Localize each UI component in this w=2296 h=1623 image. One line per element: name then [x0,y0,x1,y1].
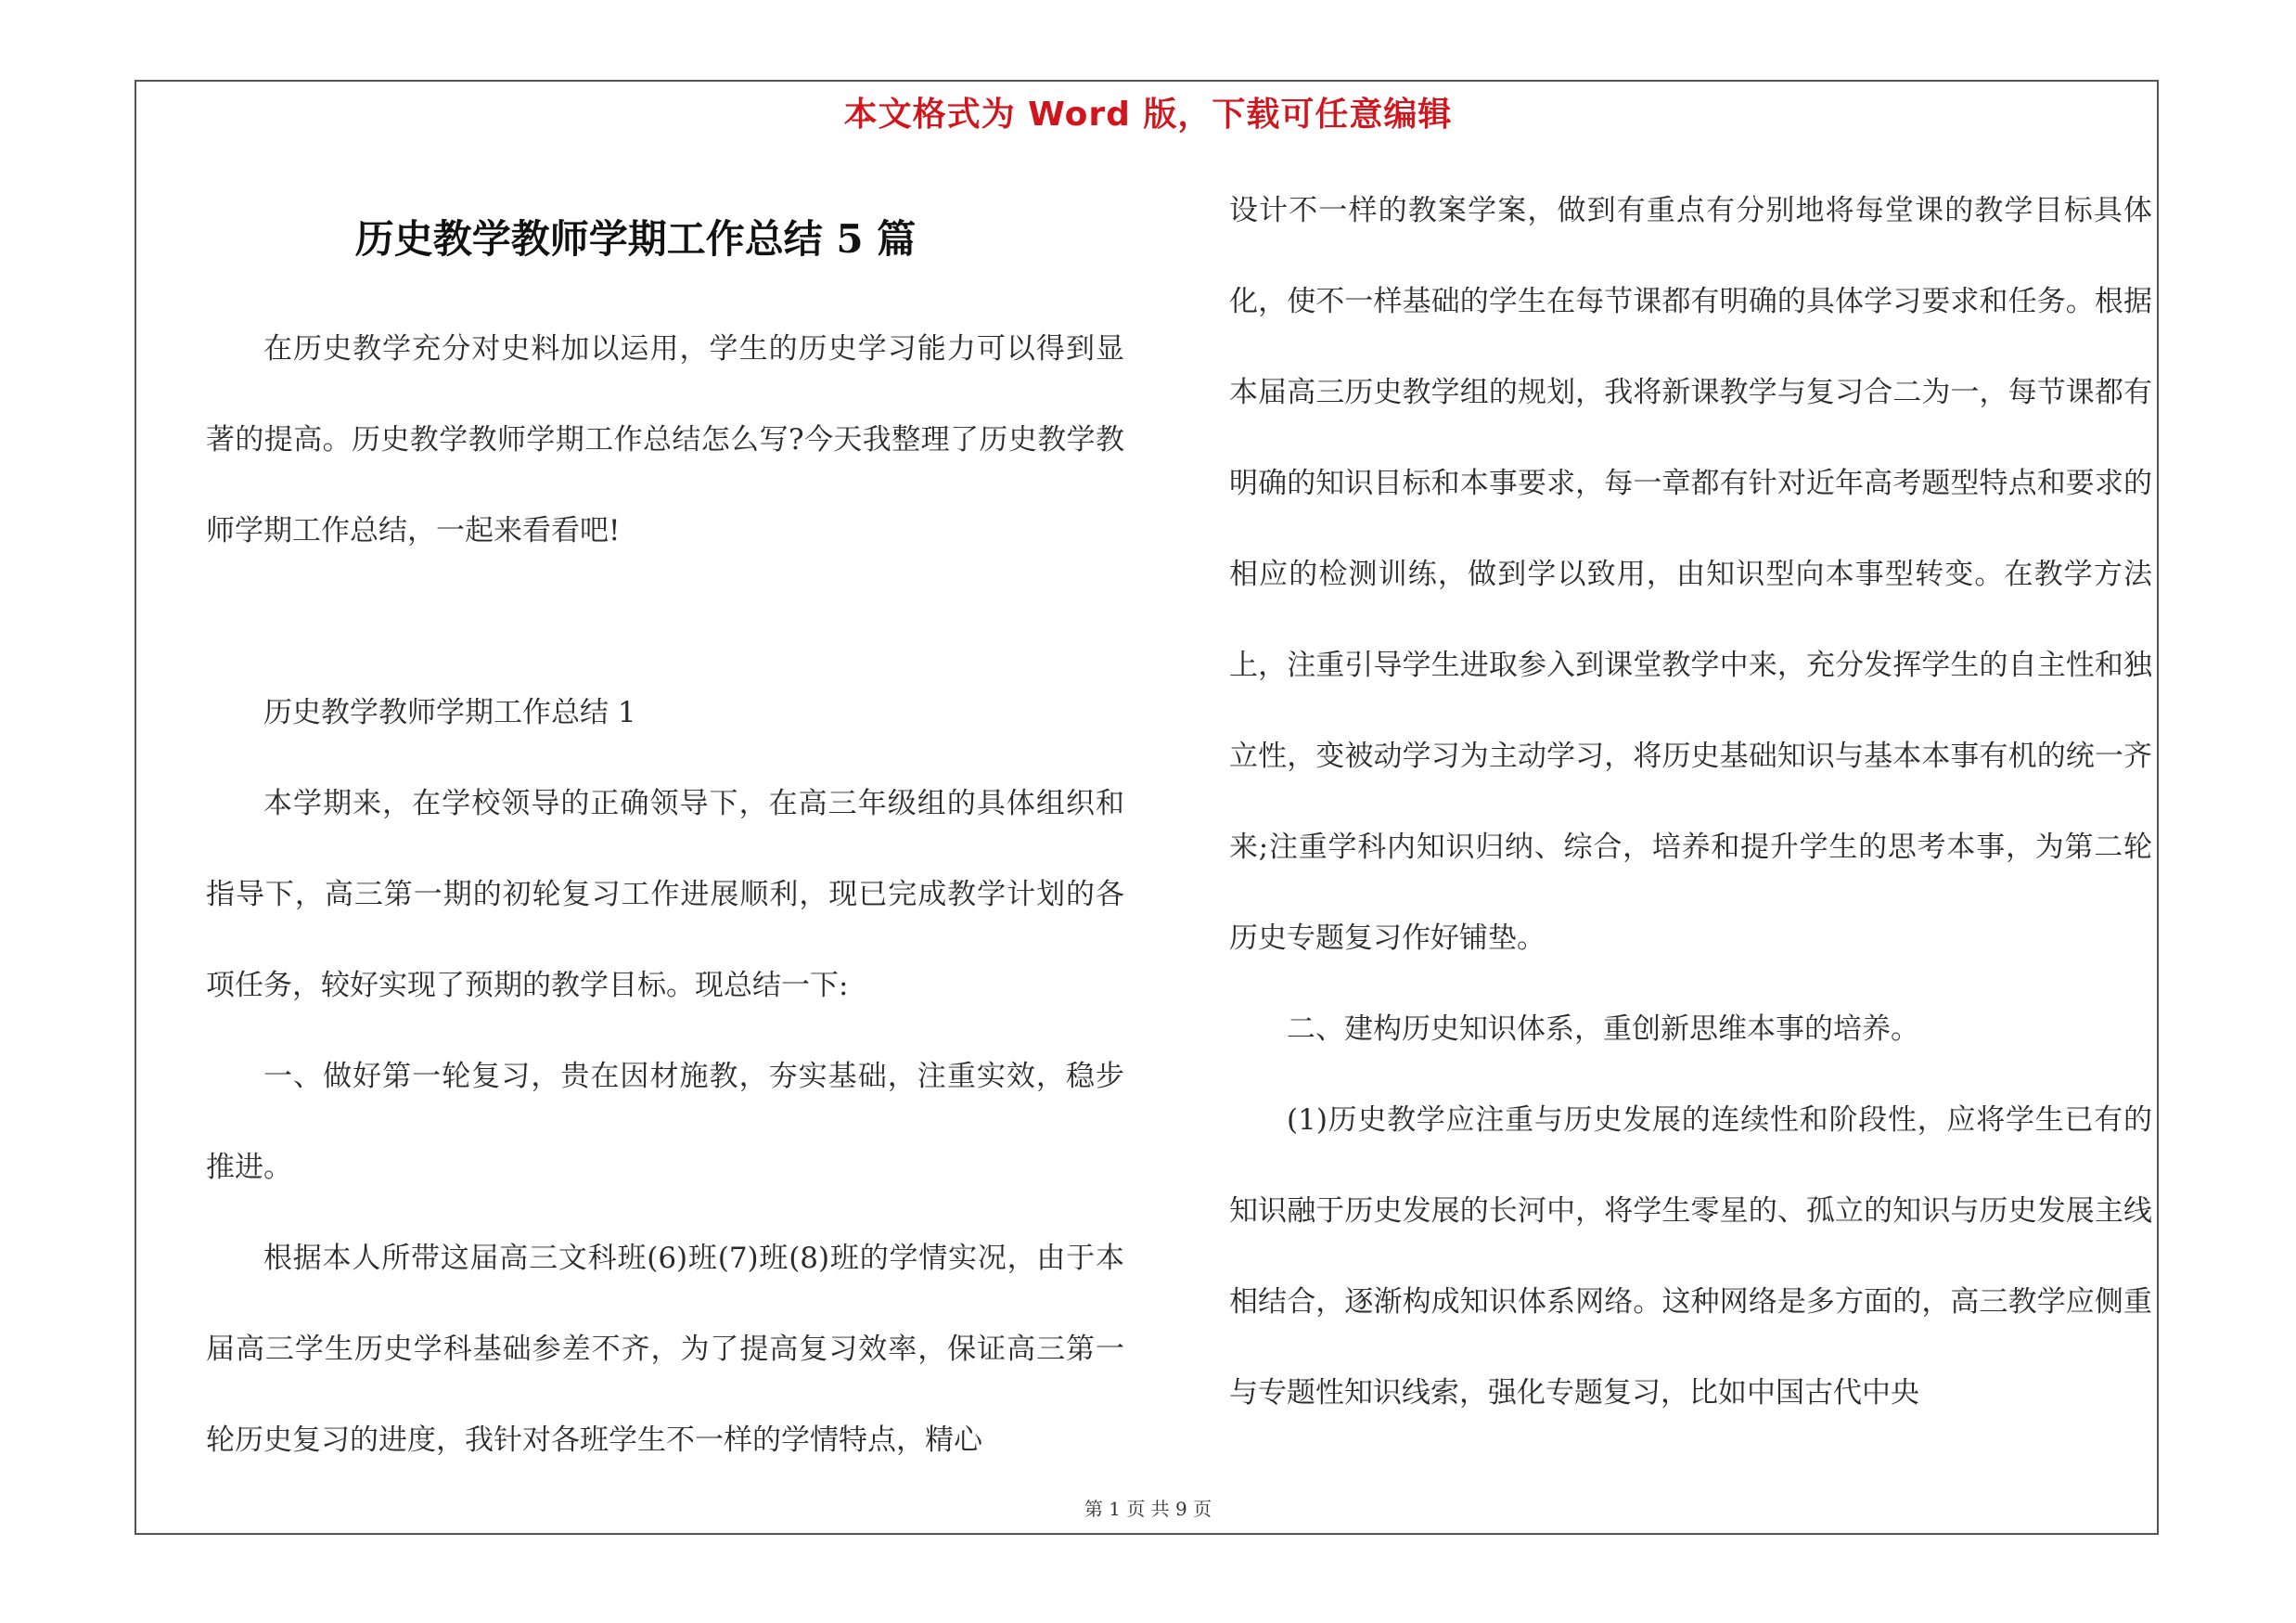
body-paragraph: 根据本人所带这届高三文科班(6)班(7)班(8)班的学情实况，由于本届高三学生历史学科基础参差不齐，为了提高复习效率，保证高三第一轮历史复习的进度，我针对各班学生不一样的学情特点，精心 [206,1242,1124,1457]
document-title: 历史教学教师学期工作总结 5 篇 [354,216,917,262]
intro-paragraph: 在历史教学充分对史料加以运用，学生的历史学习能力可以得到显著的提高。历史教学教师学期工作总结怎么写?今天我整理了历史教学教师学期工作总结，一起来看看吧! [206,332,1124,547]
edit-notice-banner: 本文格式为 Word 版，下载可任意编辑 [843,96,1453,134]
page-number: 第 1 页 共 9 页 [1084,1498,1212,1520]
point-heading-1: 一、做好第一轮复习，贵在因材施教，夯实基础，注重实效，稳步推进。 [206,1060,1124,1184]
body-paragraph: (1)历史教学应注重与历史发展的连续性和阶段性，应将学生已有的知识融于历史发展的长河中，将学生零星的、孤立的知识与历史发展主线相结合，逐渐构成知识体系网络。这种网络是多方面的，高三教学应侧重与专题性知识线索，强化专题复习，比如中国古代中央 [1229,1103,2152,1410]
left-column [206,303,1124,1486]
point-heading-2: 二、建构历史知识体系，重创新思维本事的培养。 [1287,1012,1919,1046]
right-column [1229,165,2152,1438]
body-paragraph-continued: 设计不一样的教案学案，做到有重点有分别地将每堂课的教学目标具体化，使不一样基础的学生在每节课都有明确的具体学习要求和任务。根据本届高三历史教学组的规划，我将新课教学与复习合二为一，每节课都有明确的知识目标和本事要求，每一章都有针对近年高考题型特点和要求的相应的检测训练，做到学以致用，由知识型向本事型转变。在教学方法上，注重引导学生进取参入到课堂教学中来，充分发挥学生的自主性和独立性，变被动学习为主动学习，将历史基础知识与基本本事有机的统一齐来;注重学科内知识归纳、综合，培养和提升学生的思考本事，为第二轮历史专题复习作好铺垫。 [1229,194,2152,955]
body-paragraph: 本学期来，在学校领导的正确领导下，在高三年级组的具体组织和指导下，高三第一期的初轮复习工作进展顺利，现已完成教学计划的各项任务，较好实现了预期的教学目标。现总结一下: [206,787,1124,1002]
section-heading-1: 历史教学教师学期工作总结 1 [263,696,636,729]
